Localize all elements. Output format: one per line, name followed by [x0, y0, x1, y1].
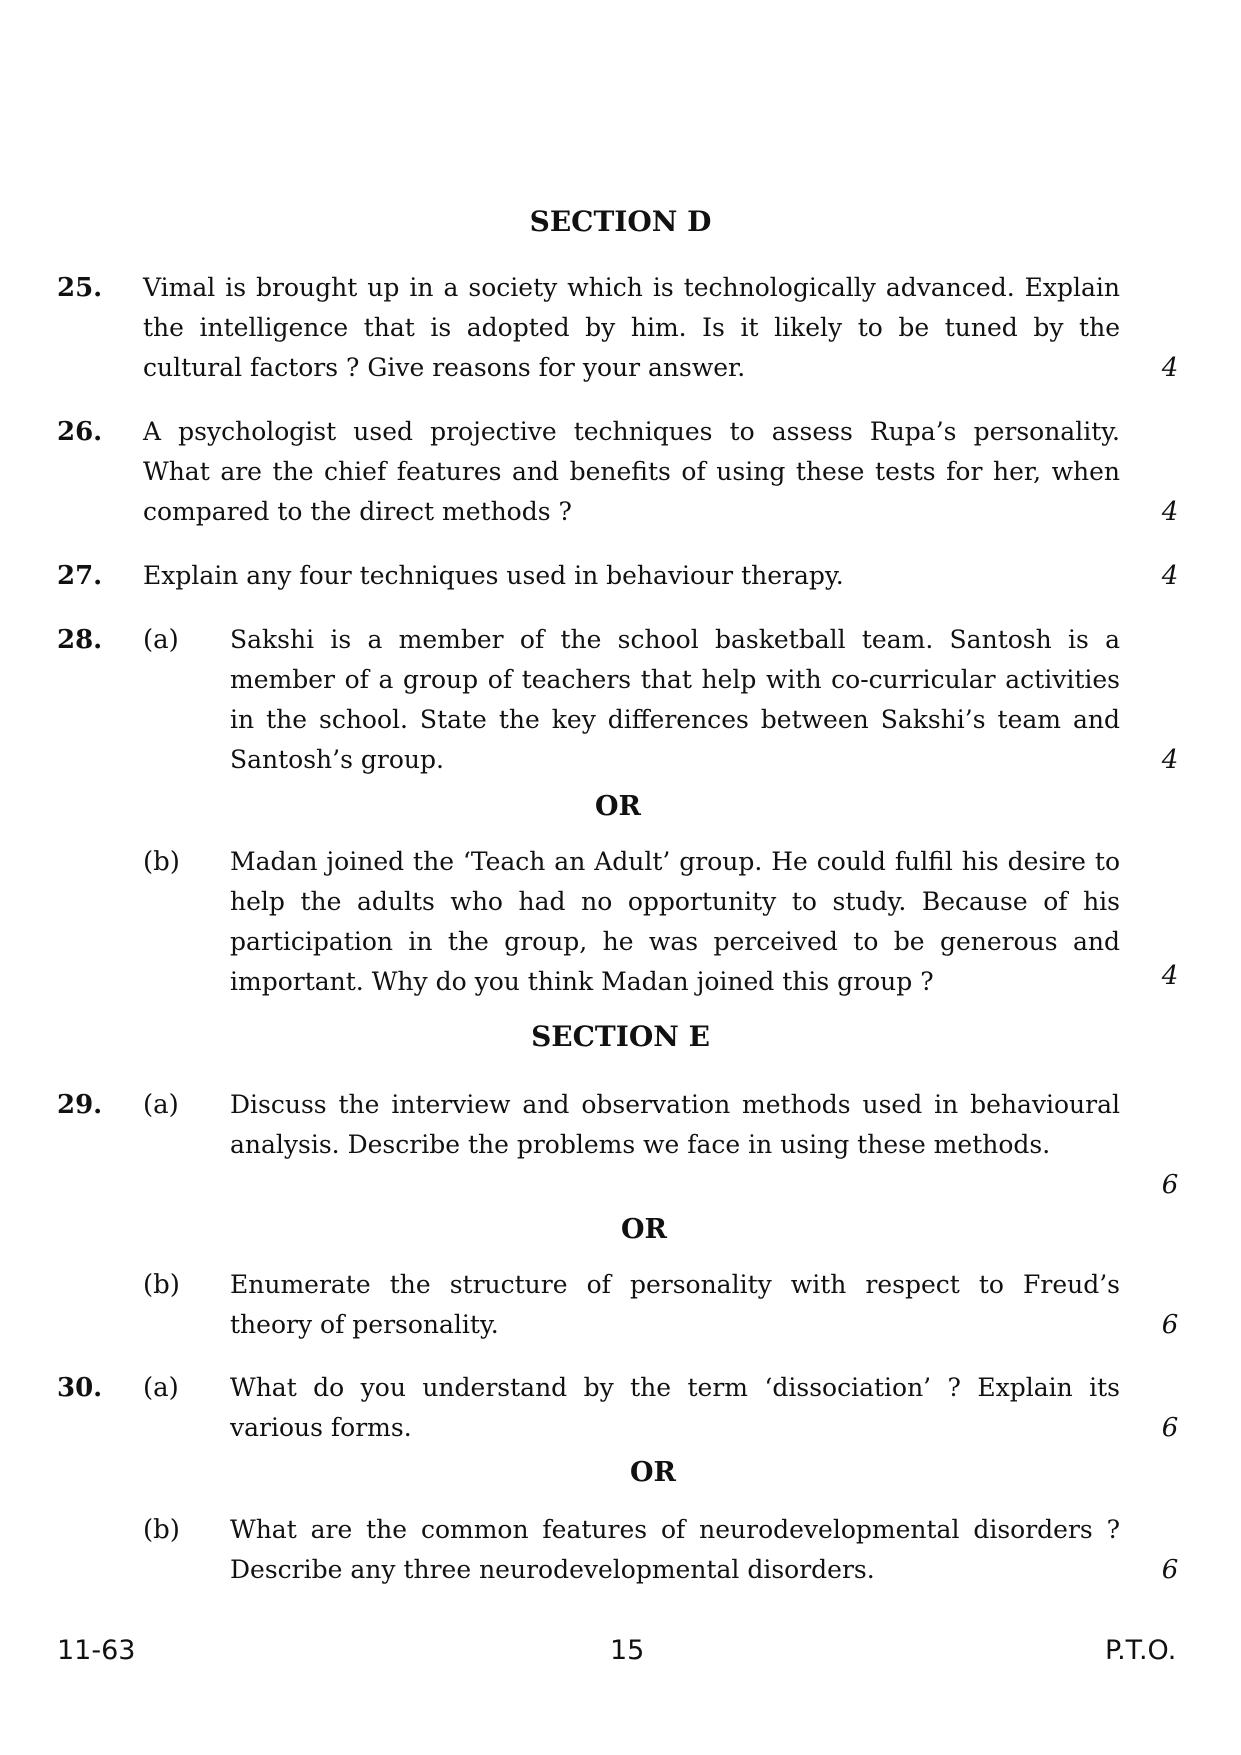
section-d-heading: SECTION D [529, 205, 712, 238]
question-29b-marks: 6 [1161, 1310, 1179, 1340]
question-25-number: 25. [57, 273, 103, 303]
question-28b-marks: 4 [1161, 961, 1179, 991]
page-number: 15 [610, 1635, 645, 1666]
question-25-text: Vimal is brought up in a society which is technologically advanced. Explain the intelligence that is adopted by him. Is it likely to be tuned by the cultural factors ? Give reasons for your answer. [143, 273, 1120, 382]
question-30a-label: (a) [143, 1373, 179, 1403]
question-30b-marks: 6 [1161, 1555, 1179, 1585]
question-30b-text: What are the common features of neurodevelopmental disorders ? Describe any three neurodevelopmental disorders. [230, 1515, 1120, 1584]
section-e-heading: SECTION E [531, 1020, 710, 1053]
question-28b-label: (b) [143, 847, 180, 877]
question-28-number: 28. [57, 625, 103, 655]
question-27-number: 27. [57, 561, 103, 591]
question-28a-label: (a) [143, 625, 179, 655]
question-30b-label: (b) [143, 1515, 180, 1545]
question-30a-marks: 6 [1161, 1413, 1179, 1443]
question-29b-text: Enumerate the structure of personality with respect to Freud’s theory of personality. [230, 1270, 1120, 1339]
question-25-marks: 4 [1161, 353, 1179, 383]
or-label-29: OR [621, 1214, 667, 1245]
question-26-marks: 4 [1161, 497, 1179, 527]
question-30-number: 30. [57, 1373, 103, 1403]
question-29a-marks: 6 [1161, 1170, 1179, 1200]
question-29a-text: Discuss the interview and observation methods used in behavioural analysis. Describe the problems we face in using these methods. [230, 1090, 1120, 1159]
pto-label: P.T.O. [1105, 1635, 1177, 1666]
or-label-28: OR [595, 791, 641, 822]
question-26-text: A psychologist used projective techniques to assess Rupa’s personality. What are the chief features and benefits of using these tests for her, when compared to the direct methods ? [143, 417, 1120, 526]
or-label-30: OR [630, 1457, 676, 1488]
question-29-number: 29. [57, 1090, 103, 1120]
question-29a-label: (a) [143, 1090, 179, 1120]
question-30a-text: What do you understand by the term ‘dissociation’ ? Explain its various forms. [230, 1373, 1120, 1442]
question-29b-label: (b) [143, 1270, 180, 1300]
question-28a-text: Sakshi is a member of the school basketball team. Santosh is a member of a group of teachers that help with co-curricular activities in the school. State the key differences between Sakshi’s team and Santosh’s group. [230, 625, 1120, 774]
question-28b-text: Madan joined the ‘Teach an Adult’ group. He could fulfil his desire to help the adults who had no opportunity to study. Because of his participation in the group, he was perceived to be generous and important. Why do you think Madan joined this group ? [230, 847, 1120, 996]
question-27-text: Explain any four techniques used in behaviour therapy. [143, 561, 844, 590]
question-27-marks: 4 [1161, 561, 1179, 591]
paper-code: 11-63 [57, 1635, 136, 1666]
question-26-number: 26. [57, 417, 103, 447]
question-28a-marks: 4 [1161, 745, 1179, 775]
